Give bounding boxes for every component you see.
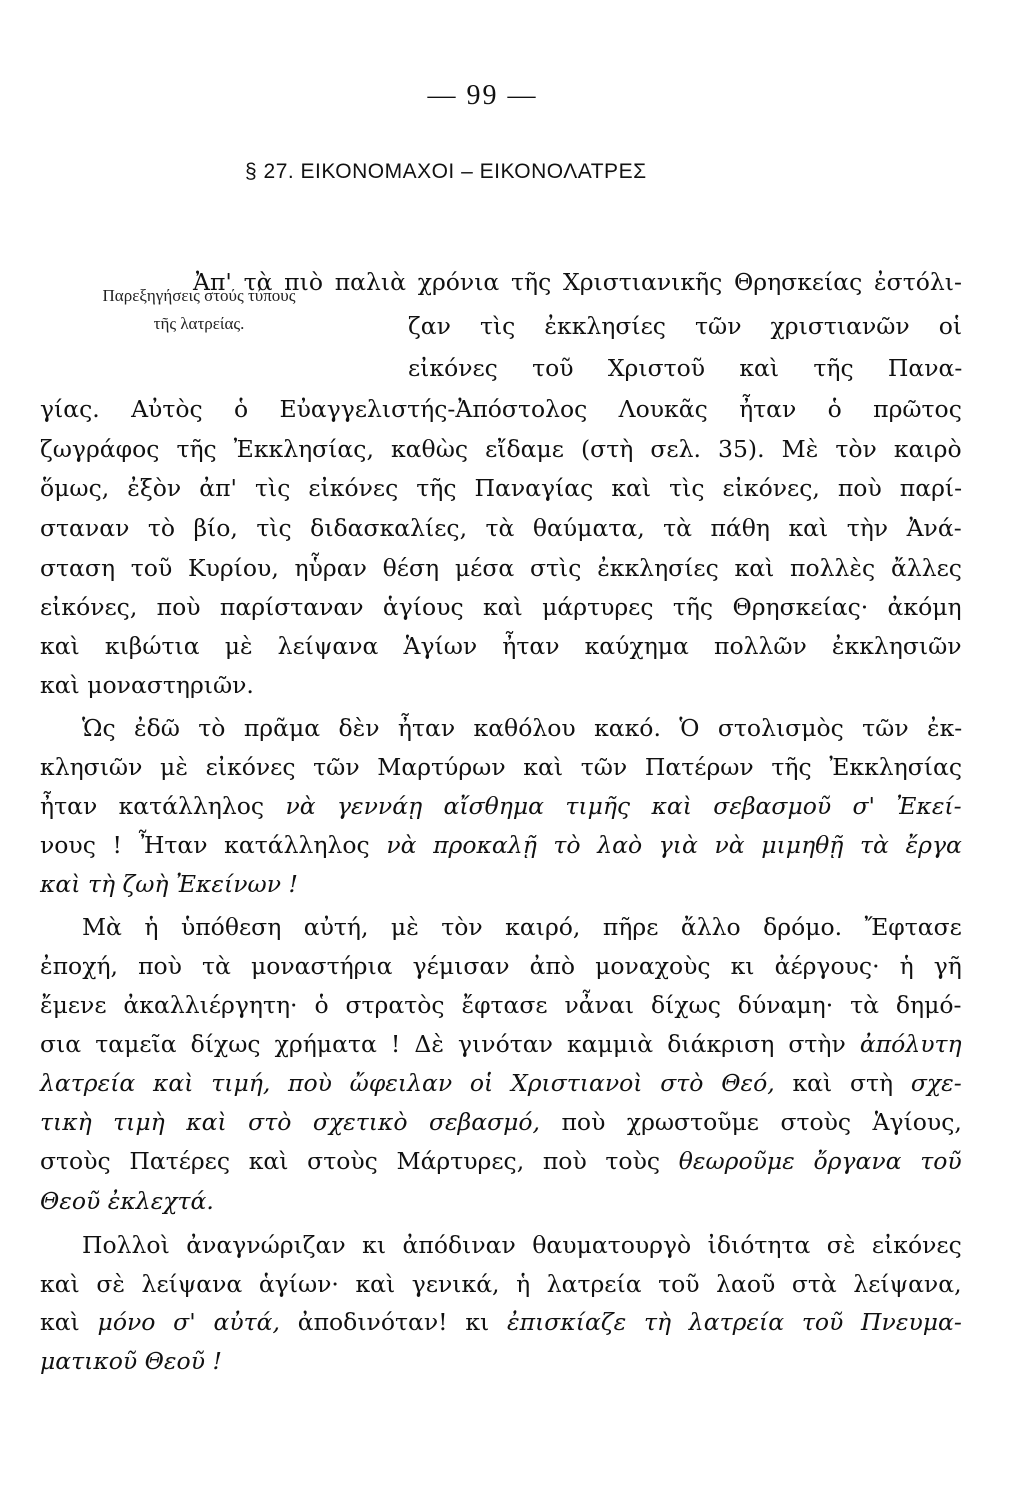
text-line <box>40 1185 214 1217</box>
italic-text: νὰ γεννάῃ αἴσθημα τιμῆς καὶ σεβασμοῦ σ' Ἐκεί- <box>264 792 962 820</box>
italic-text: Θεοῦ ἐκλεχτά. <box>40 1187 214 1215</box>
text-line <box>40 790 962 822</box>
text-line <box>40 1028 962 1060</box>
italic-text: τικὴ τιμὴ καὶ στὸ σχετικὸ σεβασμό, <box>40 1108 541 1136</box>
text-run: ἐποχή, ποὺ τὰ μοναστήρια γέμισαν ἀπὸ μοναχοὺς κι ἀέργους· ἡ γῆ <box>40 952 962 980</box>
text-run: εἰκόνες τοῦ Χριστοῦ καὶ τῆς Πανα- <box>408 354 963 382</box>
text-run: καὶ σὲ λείψανα ἁγίων· καὶ γενικά, ἡ λατρεία τοῦ λαοῦ στὰ λείψανα, <box>40 1270 962 1298</box>
text-run: σια ταμεῖα δίχως χρήματα ! Δὲ γινόταν καμμιὰ διάκριση στὴν <box>40 1030 846 1058</box>
page-number: — 99 — <box>427 80 538 111</box>
text-run: καὶ στὴ <box>774 1069 894 1097</box>
text-run: γίας. Αὐτὸς ὁ Εὐαγγελιστής-Ἀπόστολος Λουκᾶς ἦταν ὁ πρῶτος <box>40 395 962 423</box>
text-line <box>40 393 962 425</box>
text-line <box>408 352 962 384</box>
text-line <box>40 868 298 900</box>
text-line <box>40 1345 222 1377</box>
text-run: κλησιῶν μὲ εἰκόνες τῶν Μαρτύρων καὶ τῶν Πατέρων τῆς Ἐκκλησίας <box>40 753 963 781</box>
text-line <box>40 669 254 701</box>
text-run: Ὡς ἐδῶ τὸ πρᾶμα δὲν ἦταν καθόλου κακό. Ὁ στολισμὸς τῶν ἐκ- <box>82 714 963 742</box>
text-run: καὶ <box>40 1308 80 1336</box>
text-line <box>40 472 962 504</box>
text-line <box>40 433 962 465</box>
text-run: ζαν τὶς ἐκκλησίες τῶν χριστιανῶν οἱ <box>408 312 963 340</box>
text-line <box>82 712 962 744</box>
text-line <box>82 1229 962 1261</box>
text-line <box>408 310 962 342</box>
text-line <box>40 591 962 623</box>
text-line <box>40 1106 962 1138</box>
text-line <box>82 911 962 943</box>
text-run: ἦταν κατάλληλος <box>40 792 265 820</box>
text-run: ἀποδινόταν! κι <box>279 1308 490 1336</box>
text-line <box>40 552 962 584</box>
text-run: νους ! Ἦταν κατάλληλος <box>40 831 370 859</box>
text-run: σταση τοῦ Κυρίου, ηὗραν θέση μέσα στὶς ἐκκλησίες καὶ πολλὲς ἄλλες <box>40 554 962 582</box>
text-line <box>40 751 962 783</box>
italic-text: καὶ τὴ ζωὴ Ἐκείνων ! <box>40 870 298 898</box>
italic-text: ἐπισκίαζε τὴ λατρεία τοῦ Πνευμα- <box>489 1308 962 1336</box>
text-line <box>40 989 962 1021</box>
section-heading: § 27. ΕΙΚΟΝΟΜΑΧΟΙ – ΕΙΚΟΝΟΛΑΤΡΕΣ <box>245 160 647 183</box>
text-run: Πολλοὶ ἀναγνώριζαν κι ἀπόδιναν θαυματουργὸ ἰδιότητα σὲ εἰκόνες <box>82 1231 962 1259</box>
text-run: σταναν τὸ βίο, τὶς διδασκαλίες, τὰ θαύματα, τὰ πάθη καὶ τὴν Ἀνά- <box>40 514 962 542</box>
text-line <box>40 1145 962 1177</box>
text-line <box>40 829 962 861</box>
italic-text: νὰ προκαλῇ τὸ λαὸ γιὰ νὰ μιμηθῇ τὰ ἔργα <box>369 831 962 859</box>
italic-text: ματικοῦ Θεοῦ ! <box>40 1347 222 1375</box>
text-run: Ἀπ' τὰ πιὸ παλιὰ χρόνια τῆς Χριστιανικῆς Θρησκείας ἐστόλι- <box>193 268 962 296</box>
text-run: καὶ κιβώτια μὲ λείψανα Ἁγίων ἦταν καύχημα πολλῶν ἐκκλησιῶν <box>40 632 962 660</box>
italic-text: θεωροῦμε ὄργανα τοῦ <box>660 1147 962 1175</box>
text-run: ἔμενε ἀκαλλιέργητη· ὁ στρατὸς ἔφτασε νἆναι δίχως δύναμη· τὰ δημό- <box>40 991 962 1019</box>
text-line <box>40 630 962 662</box>
text-line <box>40 1268 962 1300</box>
text-run: ζωγράφος τῆς Ἐκκλησίας, καθὼς εἴδαμε (στὴ σελ. 35). Μὲ τὸν καιρὸ <box>40 435 962 463</box>
italic-text: ἀπόλυτη <box>845 1030 962 1058</box>
text-line <box>40 1306 962 1338</box>
text-run: ὅμως, ἐξὸν ἀπ' τὶς εἰκόνες τῆς Παναγίας καὶ τὶς εἰκόνες, ποὺ παρί- <box>40 474 963 502</box>
margin-note-line: τῆς λατρείας. <box>153 314 245 333</box>
italic-text: σχε- <box>893 1069 962 1097</box>
text-run: καὶ μοναστηριῶν. <box>40 671 254 699</box>
italic-text: λατρεία καὶ τιμή, ποὺ ὤφειλαν οἱ Χριστιανοὶ στὸ Θεό, <box>40 1069 775 1097</box>
text-run: στοὺς Πατέρες καὶ στοὺς Μάρτυρες, ποὺ τοὺς <box>40 1147 661 1175</box>
text-run: ποὺ χρωστοῦμε στοὺς Ἁγίους, <box>540 1108 962 1136</box>
text-line <box>40 950 962 982</box>
text-line <box>40 512 962 544</box>
italic-text: μόνο σ' αὐτά, <box>79 1308 280 1336</box>
margin-note-line: Παρεξηγήσεις στούς τύπους <box>102 286 296 305</box>
text-line <box>193 266 962 298</box>
text-run: εἰκόνες, ποὺ παρίσταναν ἁγίους καὶ μάρτυρες τῆς Θρησκείας· ἀκόμη <box>40 593 962 621</box>
text-run: Μὰ ἡ ὑπόθεση αὐτή, μὲ τὸν καιρό, πῆρε ἄλλο δρόμο. Ἔφτασε <box>82 913 962 941</box>
text-line <box>40 1067 962 1099</box>
